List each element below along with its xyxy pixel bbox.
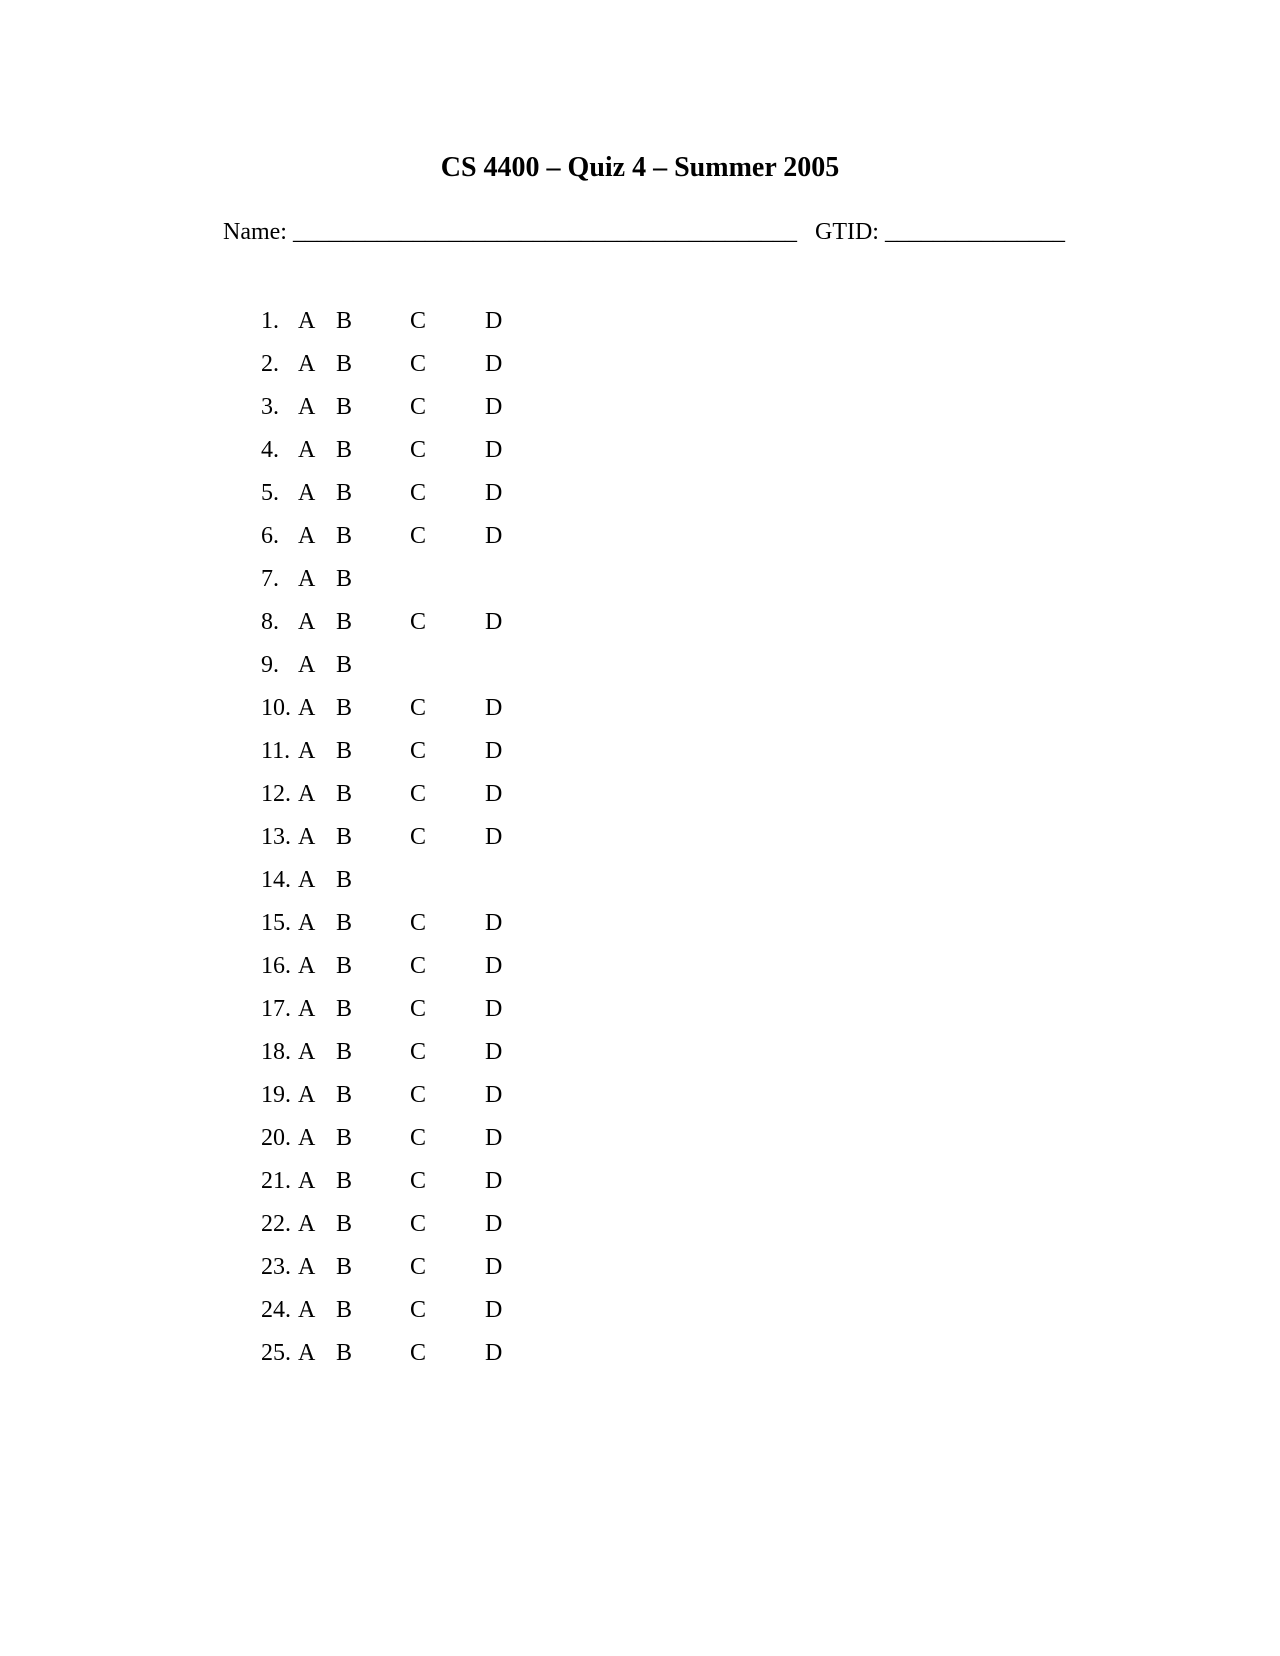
option-a[interactable]: A (298, 1297, 316, 1323)
option-c[interactable]: C (410, 1168, 427, 1194)
option-b[interactable]: B (336, 1125, 353, 1151)
option-c[interactable]: C (410, 695, 427, 721)
option-c[interactable]: C (410, 1082, 427, 1108)
question-number: 15. (261, 910, 291, 936)
option-d[interactable]: D (485, 781, 503, 807)
option-d[interactable]: D (485, 437, 503, 463)
option-d[interactable]: D (485, 1168, 503, 1194)
question-number: 17. (261, 996, 291, 1022)
question-number: 20. (261, 1125, 291, 1151)
option-d[interactable]: D (485, 1082, 503, 1108)
option-d[interactable]: D (485, 609, 503, 635)
name-label: Name: (223, 219, 287, 245)
option-a[interactable]: A (298, 824, 316, 850)
question-number: 9. (261, 652, 279, 678)
option-c[interactable]: C (410, 953, 427, 979)
option-a[interactable]: A (298, 437, 316, 463)
option-b[interactable]: B (336, 351, 353, 377)
question-number: 13. (261, 824, 291, 850)
question-number: 5. (261, 480, 279, 506)
option-b[interactable]: B (336, 781, 353, 807)
option-b[interactable]: B (336, 480, 353, 506)
option-d[interactable]: D (485, 953, 503, 979)
option-c[interactable]: C (410, 523, 427, 549)
option-b[interactable]: B (336, 1340, 353, 1366)
page-title: CS 4400 – Quiz 4 – Summer 2005 (440, 152, 840, 183)
option-a[interactable]: A (298, 523, 316, 549)
option-b[interactable]: B (336, 695, 353, 721)
option-c[interactable]: C (410, 910, 427, 936)
option-c[interactable]: C (410, 996, 427, 1022)
option-a[interactable]: A (298, 910, 316, 936)
option-c[interactable]: C (410, 609, 427, 635)
option-b[interactable]: B (336, 523, 353, 549)
option-d[interactable]: D (485, 695, 503, 721)
option-a[interactable]: A (298, 609, 316, 635)
option-b[interactable]: B (336, 437, 353, 463)
question-number: 25. (261, 1340, 291, 1366)
option-b[interactable]: B (336, 1082, 353, 1108)
option-a[interactable]: A (298, 1168, 316, 1194)
option-d[interactable]: D (485, 738, 503, 764)
option-b[interactable]: B (336, 394, 353, 420)
question-number: 10. (261, 695, 291, 721)
option-a[interactable]: A (298, 394, 316, 420)
option-c[interactable]: C (410, 1340, 427, 1366)
option-d[interactable]: D (485, 394, 503, 420)
option-d[interactable]: D (485, 996, 503, 1022)
option-b[interactable]: B (336, 308, 353, 334)
option-c[interactable]: C (410, 1125, 427, 1151)
option-a[interactable]: A (298, 652, 316, 678)
option-b[interactable]: B (336, 738, 353, 764)
option-b[interactable]: B (336, 652, 353, 678)
question-number: 19. (261, 1082, 291, 1108)
question-number: 11. (261, 738, 291, 764)
question-number: 22. (261, 1211, 291, 1237)
option-a[interactable]: A (298, 996, 316, 1022)
question-number: 24. (261, 1297, 291, 1323)
option-d[interactable]: D (485, 910, 503, 936)
question-number: 7. (261, 566, 279, 592)
option-b[interactable]: B (336, 953, 353, 979)
option-b[interactable]: B (336, 824, 353, 850)
option-d[interactable]: D (485, 1340, 503, 1366)
option-c[interactable]: C (410, 394, 427, 420)
question-number: 4. (261, 437, 279, 463)
option-a[interactable]: A (298, 1125, 316, 1151)
question-number: 21. (261, 1168, 291, 1194)
gtid-field[interactable]: _______________ (884, 219, 1065, 245)
question-number: 12. (261, 781, 291, 807)
option-d[interactable]: D (485, 480, 503, 506)
option-b[interactable]: B (336, 609, 353, 635)
option-d[interactable]: D (485, 523, 503, 549)
option-a[interactable]: A (298, 1254, 316, 1280)
question-number: 1. (261, 308, 279, 334)
name-field[interactable]: __________________________________________ (292, 219, 797, 245)
question-number: 8. (261, 609, 279, 635)
option-b[interactable]: B (336, 1168, 353, 1194)
option-a[interactable]: A (298, 308, 316, 334)
question-number: 16. (261, 953, 291, 979)
option-d[interactable]: D (485, 1254, 503, 1280)
option-a[interactable]: A (298, 1039, 316, 1065)
option-c[interactable]: C (410, 480, 427, 506)
option-d[interactable]: D (485, 1125, 503, 1151)
option-a[interactable]: A (298, 1082, 316, 1108)
option-b[interactable]: B (336, 1254, 353, 1280)
option-a[interactable]: A (298, 480, 316, 506)
question-number: 2. (261, 351, 279, 377)
option-a[interactable]: A (298, 566, 316, 592)
option-d[interactable]: D (485, 1039, 503, 1065)
option-b[interactable]: B (336, 566, 353, 592)
option-c[interactable]: C (410, 1254, 427, 1280)
option-a[interactable]: A (298, 953, 316, 979)
option-b[interactable]: B (336, 867, 353, 893)
question-number: 18. (261, 1039, 291, 1065)
option-d[interactable]: D (485, 1297, 503, 1323)
question-number: 6. (261, 523, 279, 549)
option-a[interactable]: A (298, 867, 316, 893)
option-b[interactable]: B (336, 1211, 353, 1237)
option-c[interactable]: C (410, 738, 427, 764)
option-c[interactable]: C (410, 437, 427, 463)
option-c[interactable]: C (410, 1039, 427, 1065)
option-d[interactable]: D (485, 351, 503, 377)
option-c[interactable]: C (410, 824, 427, 850)
option-c[interactable]: C (410, 351, 427, 377)
option-c[interactable]: C (410, 1297, 427, 1323)
option-c[interactable]: C (410, 308, 427, 334)
option-b[interactable]: B (336, 910, 353, 936)
option-a[interactable]: A (298, 781, 316, 807)
option-b[interactable]: B (336, 1039, 353, 1065)
question-number: 3. (261, 394, 279, 420)
option-d[interactable]: D (485, 1211, 503, 1237)
question-number: 23. (261, 1254, 291, 1280)
option-a[interactable]: A (298, 1340, 316, 1366)
option-b[interactable]: B (336, 996, 353, 1022)
option-a[interactable]: A (298, 738, 316, 764)
option-a[interactable]: A (298, 1211, 316, 1237)
option-c[interactable]: C (410, 781, 427, 807)
option-d[interactable]: D (485, 308, 503, 334)
option-c[interactable]: C (410, 1211, 427, 1237)
option-b[interactable]: B (336, 1297, 353, 1323)
option-d[interactable]: D (485, 824, 503, 850)
option-a[interactable]: A (298, 351, 316, 377)
question-number: 14. (261, 867, 291, 893)
option-a[interactable]: A (298, 695, 316, 721)
gtid-label: GTID: (814, 219, 879, 245)
student-id-line (223, 217, 1065, 247)
